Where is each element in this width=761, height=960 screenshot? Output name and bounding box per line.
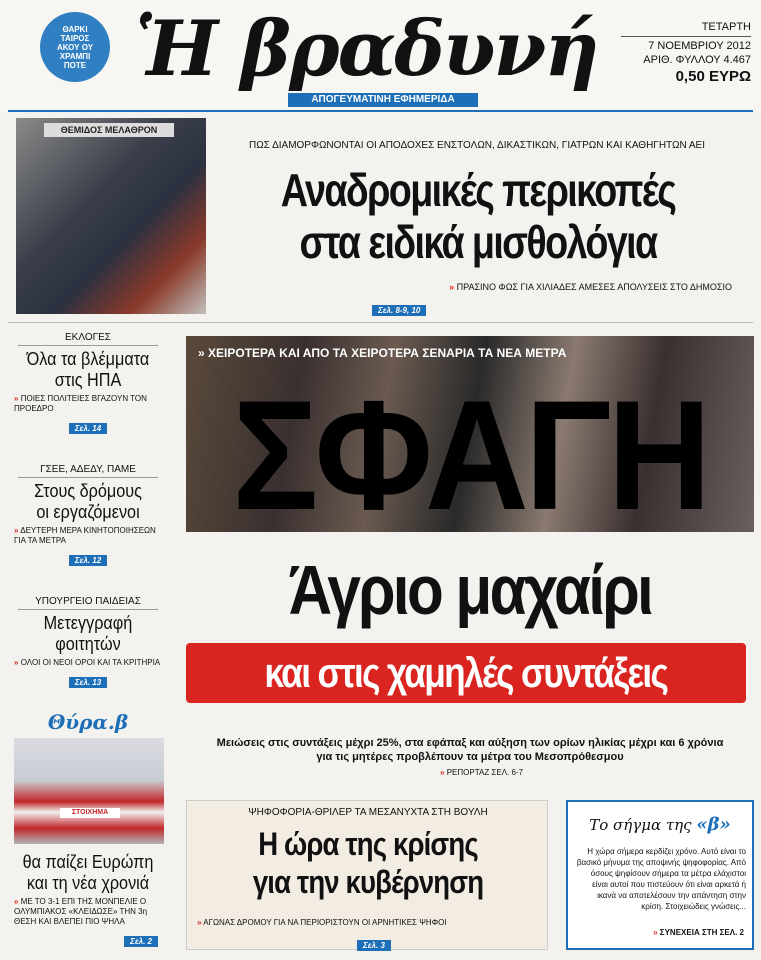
sidebar-item-sport[interactable] [8,852,168,949]
editorial-title [568,814,752,835]
vote-kicker: ΨΗΦΟΦΟΡΙΑ-ΘΡΙΛΕΡ ΤΑ ΜΕΣΑΝΥΧΤΑ ΣΤΗ ΒΟΥΛΗ [248,807,488,818]
courthouse-photo [16,118,206,314]
page-ref[interactable]: Σελ. 8-9, 10 [372,305,426,316]
photo-sign: ΘΕΜΙΔΟΣ ΜΕΛΑΘΡΟΝ [44,123,174,137]
top-story-sub [352,282,732,292]
sidebar-kicker: ΕΚΛΟΓΕΣ [18,332,158,346]
continue-link[interactable] [653,928,744,937]
arrow-icon: » [14,897,19,906]
sidebar-kicker: ΓΣΕΕ, ΑΔΕΔΥ, ΠΑΜΕ [18,464,158,478]
beta-logo: «β» [696,814,731,835]
sidebar-sub [8,897,168,927]
ref-text: ΡΕΠΟΡΤΑΖ ΣΕΛ. 6-7 [446,768,524,777]
editorial-box[interactable] [566,800,754,950]
masthead [0,0,761,112]
sub-text: ΜΕ ΤΟ 3-1 ΕΠΙ ΤΗΣ ΜΟΝΠΕΛΙΕ Ο ΟΛΥΜΠΙΑΚΟΣ «ΚΛΕΙΔΩΣΕ» ΤΗΝ 3η ΘΕΣΗ ΚΑΙ ΒΛΕΠΕΙ ΠΙΟ ΨΗΛΑ [14,897,148,926]
arrow-icon: » [198,346,205,360]
sidebar-title: Όλα τα βλέμματα [26,349,150,369]
page-ref[interactable]: Σελ. 14 [69,423,107,434]
masthead-rule [8,110,753,112]
sub-text: ΑΓΩΝΑΣ ΔΡΟΜΟΥ ΓΙΑ ΝΑ ΠΕΡΙΟΡΙΣΤΟΥΝ ΟΙ ΑΡΝΗΤΙΚΕΣ ΨΗΦΟΙ [203,918,447,927]
main-headline[interactable]: ΣΦΑΓΗ [232,369,708,543]
vote-headline [212,825,523,901]
headline-line: Η ώρα της κρίσης [258,826,478,862]
issue-number: ΑΡΙΘ. ΦΥΛΛΟΥ 4.467 [643,54,751,66]
divider [621,36,751,37]
sidebar-title: θα παίζει Ευρώπη [22,852,154,872]
sub-text: ΠΡΑΣΙΝΟ ΦΩΣ ΓΙΑ ΧΙΛΙΑΔΕΣ ΑΜΕΣΕΣ ΑΠΟΛΥΣΕΙΣ ΣΤΟ ΔΗΜΟΣΙΟ [456,282,732,292]
sidebar-title: φοιτητών [55,634,121,654]
banner-text: και στις χαμηλές συντάξεις [264,649,668,696]
date-info [621,20,751,84]
main-page-ref[interactable] [440,768,523,777]
page-ref[interactable]: Σελ. 3 [357,940,391,951]
thyra-logo: Θύρα.β [47,710,129,734]
sidebar-item-workers[interactable] [8,464,168,568]
sub-text: ΠΟΙΕΣ ΠΟΛΙΤΕΙΕΣ ΒΓΑΖΟΥΝ ΤΟΝ ΠΡΟΕΔΡΟ [14,394,147,413]
headline-line: για την κυβέρνηση [252,864,484,900]
sub-text: ΔΕΥΤΕΡΗ ΜΕΡΑ ΚΙΝΗΤΟΠΟΙΗΣΕΩΝ ΓΙΑ ΤΑ ΜΕΤΡΑ [14,526,156,545]
arrow-icon: » [197,918,202,927]
sub-text: ΟΛΟΙ ΟΙ ΝΕΟΙ ΟΡΟΙ ΚΑΙ ΤΑ ΚΡΙΤΗΡΙΑ [20,658,161,667]
arrow-icon: » [14,394,19,403]
seal-logo: ΘΑΡΚΙ ΤΑΙΡΟΣ ΑΚΟΥ ΟΥ ΧΡΑΜΠΙ ΠΟΤΕ [40,12,110,82]
vote-sub [197,918,539,927]
vote-story-box[interactable] [186,800,548,950]
day: ΤΕΤΑΡΤΗ [701,21,751,33]
top-story-kicker: ΠΩΣ ΔΙΑΜΟΡΦΩΝΟΝΤΑΙ ΟΙ ΑΠΟΔΟΧΕΣ ΕΝΣΤΟΛΩΝ, ΔΙΚΑΣΤΙΚΩΝ, ΓΙΑΤΡΩΝ ΚΑΙ ΚΑΘΗΓΗΤΩΝ ΑΕΙ [248,140,706,151]
page-ref[interactable]: Σελ. 2 [124,936,158,947]
tagline: ΑΠΟΓΕΥΜΑΤΙΝΗ ΕΦΗΜΕΡΙΔΑ [288,93,478,107]
sidebar-sub [8,394,168,414]
divider [8,322,753,323]
sidebar-sub [8,658,168,668]
sidebar-item-elections[interactable] [8,332,168,436]
kicker-text: ΧΕΙΡΟΤΕΡΑ ΚΑΙ ΑΠΟ ΤΑ ΧΕΙΡΟΤΕΡΑ ΣΕΝΑΡΙΑ ΤΑ ΝΕΑ ΜΕΤΡΑ [208,346,567,360]
main-description [186,736,754,764]
page-ref[interactable]: Σελ. 13 [69,677,107,688]
jersey-text: ΣΤΟΙΧΗΜΑ [60,808,120,818]
sidebar-kicker: ΥΠΟΥΡΓΕΙΟ ΠΑΙΔΕΙΑΣ [18,596,158,610]
arrow-icon: » [440,768,445,777]
top-story-headline[interactable] [265,164,691,268]
sidebar [8,328,168,956]
title-text: Το σήγμα της [589,816,692,834]
top-story[interactable] [12,118,747,318]
sidebar-sub [8,526,168,546]
sidebar-title: οι εργαζόμενοι [36,502,140,522]
sidebar-title: στις ΗΠΑ [54,370,122,390]
arrow-icon: » [14,526,19,535]
editorial-text: Η χώρα σήμερα κερδίζει χρόνο. Αυτό είναι το βασικό μήνυμα της αποψινής ψηφοφορίας. Από όσους ψηφίσουν σήμερα τα μέτρα ελάχιστοι είναι αυτοί που πιστεύουν ότι είναι αρκετά ή ικανά να αποτελέσουν την απάντηση στην κρίση. Στοιχειώδεις γνώσεις... [576,847,746,911]
description-line: Μειώσεις στις συντάξεις μέχρι 25%, στα εφάπαξ και αύξηση των ορίων ηλικίας μέχρι και 6 χρόνια [216,737,724,749]
arrow-icon: » [449,282,455,292]
description-line: για τις μητέρες προβλέπουν τα μέτρα του Μεσοπρόθεσμου [316,751,624,763]
headline-line: στα ειδικά μισθολόγια [299,216,657,268]
page-ref[interactable]: Σελ. 12 [69,555,107,566]
main-subheadline[interactable]: Άγριο μαχαίρι [288,551,652,629]
arrow-icon: » [653,928,658,937]
main-kicker [198,346,618,360]
arrow-icon: » [14,658,19,667]
sidebar-item-education[interactable] [8,596,168,690]
footballer-photo [14,738,164,844]
sidebar-title: Στους δρόμους [34,481,142,501]
date: 7 ΝΟΕΜΒΡΙΟΥ 2012 [648,40,751,52]
red-banner[interactable] [186,643,746,703]
headline-line: Αναδρομικές περικοπές [280,164,676,216]
newspaper-logo[interactable]: Ἡ βραδυνή [135,4,598,93]
price: 0,50 ΕΥΡΩ [675,68,751,85]
sidebar-title: και τη νέα χρονιά [26,873,150,893]
more-text: ΣΥΝΕΧΕΙΑ ΣΤΗ ΣΕΛ. 2 [659,928,744,937]
sidebar-title: Μετεγγραφή [43,613,133,633]
